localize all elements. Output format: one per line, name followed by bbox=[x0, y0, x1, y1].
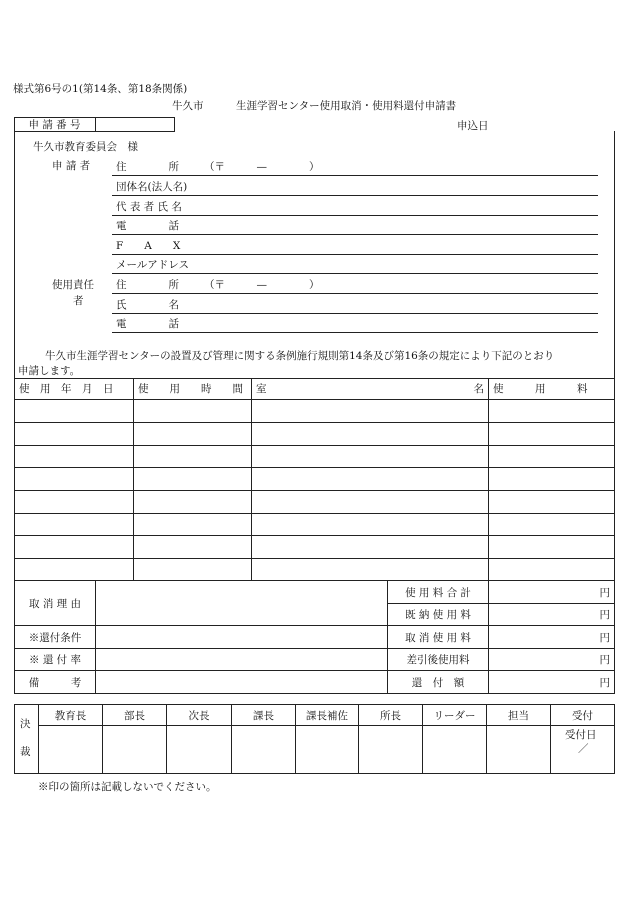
usage-room-header: 室 bbox=[256, 383, 267, 395]
form-number: 様式第6号の1(第14条、第18条関係) bbox=[13, 83, 188, 95]
cancel-reason-label: 取 消 理 由 bbox=[28, 597, 81, 610]
fee-net-label: 差引後使用料 bbox=[406, 654, 470, 666]
application-number-field[interactable] bbox=[96, 117, 174, 132]
yen-unit: 円 bbox=[599, 654, 610, 666]
approval-col-header: リーダー bbox=[433, 709, 476, 722]
approval-stamp-cell[interactable] bbox=[423, 726, 486, 773]
application-date-label: 申込日 bbox=[457, 120, 489, 132]
applicant-organization-label: 団体名(法人名) bbox=[116, 180, 188, 193]
footnote: ※印の箇所は記載しないでください。 bbox=[38, 781, 217, 793]
fee-cancel-field[interactable] bbox=[489, 626, 614, 648]
usage-row[interactable] bbox=[15, 423, 614, 445]
refund-amount-label: 還 付 額 bbox=[411, 676, 465, 689]
remarks-field[interactable] bbox=[96, 671, 387, 693]
declaration-line1: 牛久市生涯学習センターの設置及び管理に関する条例施行規則第14条及び第16条の規定により下記のとおり bbox=[45, 350, 555, 362]
approval-col-header: 次長 bbox=[188, 709, 210, 722]
fee-total-field[interactable] bbox=[489, 581, 614, 603]
approval-stamp-cell[interactable] bbox=[232, 726, 295, 773]
addressee: 牛久市教育委員会 様 bbox=[33, 141, 138, 153]
applicant-fax-row[interactable] bbox=[112, 236, 602, 254]
refund-condition-field[interactable] bbox=[96, 626, 387, 648]
receipt-date-label: 受付日 bbox=[565, 729, 597, 741]
usage-fee-header: 使 用 料 bbox=[493, 383, 588, 395]
receipt-date-separator: ／ bbox=[578, 743, 589, 755]
usage-row[interactable] bbox=[15, 446, 614, 467]
applicant-address-value: （〒 — ） bbox=[204, 160, 320, 173]
responsible-phone-row[interactable] bbox=[112, 314, 602, 332]
application-date-field[interactable] bbox=[500, 117, 600, 132]
responsible-address-value: （〒 — ） bbox=[204, 278, 320, 291]
yen-unit: 円 bbox=[599, 676, 610, 689]
remarks-label: 備 考 bbox=[28, 676, 82, 689]
yen-unit: 円 bbox=[599, 609, 610, 621]
approval-label-2: 裁 bbox=[20, 746, 31, 758]
approval-stamp-cell[interactable] bbox=[487, 726, 550, 773]
responsible-address-label: 住 所 bbox=[116, 278, 179, 291]
responsible-name-label: 氏 名 bbox=[116, 298, 179, 311]
approval-stamp-cell[interactable] bbox=[359, 726, 422, 773]
approval-stamp-cell[interactable] bbox=[167, 726, 231, 773]
fee-total-label: 使 用 料 合 計 bbox=[405, 586, 471, 599]
approval-col-header: 課長 bbox=[253, 709, 274, 722]
fee-paid-label: 既 納 使 用 料 bbox=[405, 609, 471, 621]
approval-stamp-cell[interactable] bbox=[103, 726, 166, 773]
approval-col-header: 所長 bbox=[380, 709, 401, 722]
approval-col-header: 課長補佐 bbox=[306, 709, 348, 722]
applicant-phone-label: 電 話 bbox=[116, 219, 179, 232]
applicant-representative-label: 代 表 者 氏 名 bbox=[116, 200, 182, 213]
title-city: 牛久市 bbox=[172, 100, 204, 112]
usage-date-header: 使 用 年 月 日 bbox=[19, 383, 114, 395]
applicant-email-label: メールアドレス bbox=[116, 258, 189, 271]
usage-row[interactable] bbox=[15, 468, 614, 490]
approval-label: 決 bbox=[20, 718, 31, 730]
refund-rate-label: ※ 還 付 率 bbox=[28, 654, 81, 666]
applicant-organization-row[interactable] bbox=[112, 177, 602, 195]
approval-col-header: 部長 bbox=[124, 709, 145, 722]
usage-row[interactable] bbox=[15, 491, 614, 513]
approval-stamp-cell[interactable] bbox=[39, 726, 102, 773]
usage-time-header: 使 用 時 間 bbox=[138, 383, 243, 395]
responsible-name-row[interactable] bbox=[112, 295, 602, 313]
declaration-line2: 申請します。 bbox=[18, 365, 81, 377]
applicant-address-label: 住 所 bbox=[116, 160, 179, 173]
approval-col-header: 教育長 bbox=[54, 709, 87, 722]
responsible-label-2: 者 bbox=[73, 295, 84, 307]
application-number-label: 申 請 番 号 bbox=[28, 119, 81, 131]
refund-rate-field[interactable] bbox=[96, 649, 387, 670]
approval-col-header: 受付 bbox=[572, 709, 593, 722]
applicant-address-row[interactable] bbox=[112, 157, 602, 175]
yen-unit: 円 bbox=[599, 586, 610, 599]
responsible-label: 使用責任 bbox=[52, 279, 94, 291]
applicant-representative-row[interactable] bbox=[112, 197, 602, 215]
usage-row[interactable] bbox=[15, 536, 614, 558]
applicant-email-row[interactable] bbox=[112, 255, 602, 273]
usage-row[interactable] bbox=[15, 514, 614, 535]
applicant-fax-label: F A X bbox=[116, 239, 181, 252]
usage-row[interactable] bbox=[15, 559, 614, 580]
fee-cancel-label: 取 消 使 用 料 bbox=[405, 631, 471, 644]
refund-amount-field[interactable] bbox=[489, 671, 614, 693]
applicant-phone-row[interactable] bbox=[112, 216, 602, 234]
cancel-reason-field[interactable] bbox=[96, 581, 387, 625]
fee-paid-field[interactable] bbox=[489, 604, 614, 625]
refund-condition-label: ※還付条件 bbox=[28, 631, 82, 644]
usage-room-header-name: 名 bbox=[473, 383, 484, 395]
responsible-phone-label: 電 話 bbox=[116, 317, 179, 330]
fee-net-field[interactable] bbox=[489, 649, 614, 670]
page-title: 生涯学習センター使用取消・使用料還付申請書 bbox=[236, 100, 457, 112]
yen-unit: 円 bbox=[599, 631, 610, 644]
applicant-label: 申 請 者 bbox=[52, 160, 91, 172]
approval-stamp-cell[interactable] bbox=[296, 726, 358, 773]
approval-col-header: 担当 bbox=[508, 709, 529, 722]
usage-row[interactable] bbox=[15, 400, 614, 422]
responsible-address-row[interactable] bbox=[112, 275, 602, 293]
